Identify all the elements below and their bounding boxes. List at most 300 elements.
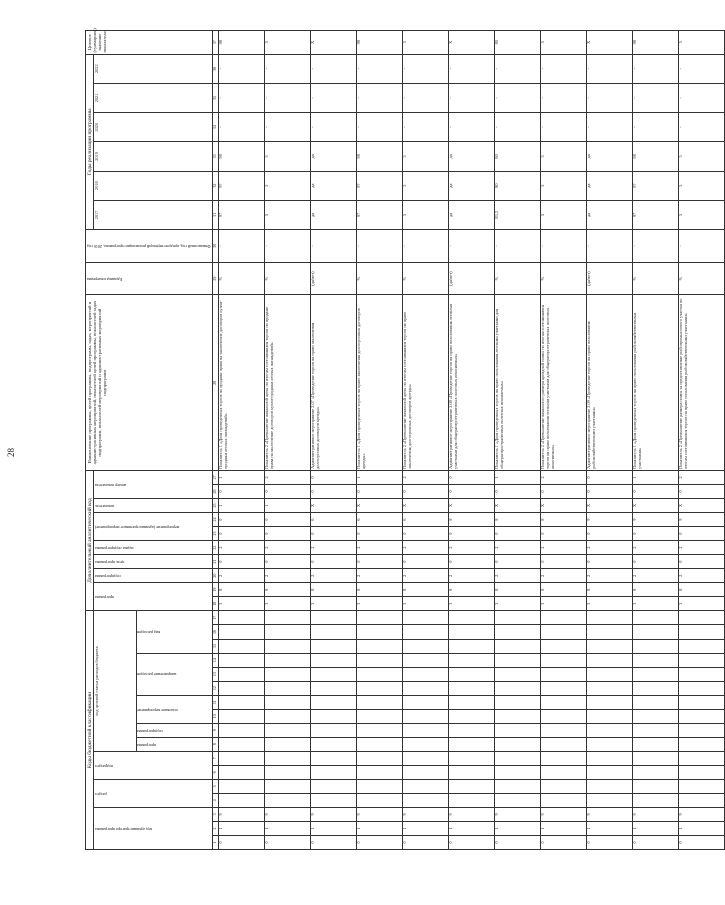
year-value-cell: 97 bbox=[218, 200, 264, 229]
analytic-code-cell: 0 bbox=[586, 470, 632, 484]
table-row bbox=[632, 31, 678, 850]
table-row bbox=[218, 31, 264, 850]
unit-cell: (да/нет) bbox=[310, 262, 356, 295]
column-number: 32 bbox=[213, 171, 218, 200]
budget-code-cell bbox=[264, 667, 310, 681]
year-value-cell: - bbox=[218, 113, 264, 142]
final-value-cell: X bbox=[310, 31, 356, 55]
budget-code-cell bbox=[310, 765, 356, 779]
admin-code-cell: 1 bbox=[264, 821, 310, 835]
budget-code-cell bbox=[218, 611, 264, 625]
column-number: 8 bbox=[213, 737, 218, 751]
admin-code-cell: 9 bbox=[402, 807, 448, 821]
analytic-code-cell: 2 bbox=[494, 541, 540, 555]
budget-code-cell bbox=[264, 695, 310, 709]
budget-code-cell bbox=[310, 723, 356, 737]
budget-code-cell bbox=[678, 611, 724, 625]
year-value-cell: - bbox=[310, 83, 356, 112]
admin-code-cell: 1 bbox=[402, 821, 448, 835]
analytic-code-cell: 2 bbox=[540, 541, 586, 555]
analytic-code-cell: 2 bbox=[402, 470, 448, 484]
budget-code-cell bbox=[218, 695, 264, 709]
table-row bbox=[586, 31, 632, 850]
budget-code-cell bbox=[678, 653, 724, 667]
column-number: 19 bbox=[213, 583, 218, 597]
indicator-name: Показатель 1 «Доля проведенных торгов на право пользования лесными участками для общераспространенных полезных ископаемых» bbox=[494, 295, 540, 470]
budget-code-cell bbox=[494, 709, 540, 723]
year-value-cell: 5 bbox=[678, 200, 724, 229]
final-value-header: Целевое (суммарное) значение показателя bbox=[86, 31, 213, 55]
column-number: 14 bbox=[213, 653, 218, 667]
budget-code-cell bbox=[402, 765, 448, 779]
budget-code-cell bbox=[356, 751, 402, 765]
podrazdel-header: подраздел bbox=[94, 751, 213, 779]
year-value-cell: да bbox=[310, 171, 356, 200]
year-value-cell: 97 bbox=[632, 171, 678, 200]
admin-code-cell: 0 bbox=[448, 835, 494, 849]
analytic-code-cell: 3 bbox=[448, 597, 494, 611]
budget-code-cell bbox=[632, 653, 678, 667]
budget-code-cell bbox=[494, 681, 540, 695]
analytic-code-cell: 0 bbox=[586, 555, 632, 569]
table-row bbox=[540, 31, 586, 850]
budget-code-cell bbox=[494, 667, 540, 681]
budget-code-cell bbox=[586, 751, 632, 765]
final-value-cell: 5 bbox=[540, 31, 586, 55]
analytic-code-cell: X bbox=[632, 498, 678, 512]
year-value-cell: - bbox=[356, 83, 402, 112]
budget-code-cell bbox=[310, 737, 356, 751]
unit-cell: % bbox=[678, 262, 724, 295]
budget-code-cell bbox=[356, 765, 402, 779]
year-value-cell: 97 bbox=[632, 200, 678, 229]
budget-code-cell bbox=[678, 667, 724, 681]
analytic-code-cell: 0 bbox=[494, 484, 540, 498]
analytic-code-cell: 2 bbox=[586, 541, 632, 555]
analytic-code-cell: 0 bbox=[678, 484, 724, 498]
indicator-name: Показатель 1 «Доля проведенных торгов на право заключения долгосрочных договоров аренды» bbox=[356, 295, 402, 470]
budget-code-cell bbox=[218, 653, 264, 667]
budget-code-cell bbox=[586, 779, 632, 793]
year-value-cell: - bbox=[402, 54, 448, 83]
budget-code-cell bbox=[356, 779, 402, 793]
admin-code-cell: 0 bbox=[218, 835, 264, 849]
analytic-code-cell: 2 bbox=[310, 541, 356, 555]
year-2019-header: 2019 bbox=[94, 142, 213, 171]
table-row bbox=[494, 31, 540, 850]
analytic-code-cell: 2 bbox=[402, 541, 448, 555]
budget-code-cell bbox=[678, 779, 724, 793]
budget-code-cell bbox=[402, 695, 448, 709]
column-number: 4 bbox=[213, 793, 218, 807]
budget-code-cell bbox=[218, 793, 264, 807]
budget-code-cell bbox=[402, 751, 448, 765]
column-number: 37 bbox=[213, 31, 218, 55]
column-number: 26 bbox=[213, 484, 218, 498]
year-value-cell: - bbox=[632, 113, 678, 142]
indicator-name: Показатель 1 «Доля проведенных торгов по продаже права на заключение договоров купли-продажи лесных насаждений» bbox=[218, 295, 264, 470]
admin-code-cell: 0 bbox=[632, 835, 678, 849]
analytic-code-cell: 0 bbox=[264, 555, 310, 569]
admin-code-cell: 9 bbox=[264, 807, 310, 821]
analytic-code-cell: 0 bbox=[632, 484, 678, 498]
analytic-code-cell: 3 bbox=[494, 597, 540, 611]
year-value-cell: 97 bbox=[356, 171, 402, 200]
analytic-code-cell: X bbox=[494, 498, 540, 512]
budget-code-cell bbox=[540, 751, 586, 765]
year-value-cell: 5 bbox=[402, 171, 448, 200]
analytic-code-cell: 2 bbox=[356, 569, 402, 583]
analytic-code-cell: 0 bbox=[494, 555, 540, 569]
year-value-cell: 5 bbox=[264, 200, 310, 229]
budget-code-cell bbox=[402, 793, 448, 807]
budget-code-cell bbox=[540, 765, 586, 779]
budget-code-cell bbox=[402, 723, 448, 737]
analytic-code-cell: 2 bbox=[264, 470, 310, 484]
budget-code-cell bbox=[632, 793, 678, 807]
budget-code-cell bbox=[632, 751, 678, 765]
budget-code-cell bbox=[448, 709, 494, 723]
final-value-cell: 80 bbox=[494, 31, 540, 55]
admin-code-cell: 0 bbox=[356, 835, 402, 849]
analytic-code-cell: 1 bbox=[632, 470, 678, 484]
year-value-cell: 83,3 bbox=[494, 200, 540, 229]
analytic-code-cell: 1 bbox=[356, 470, 402, 484]
admin-code-cell: 0 bbox=[264, 835, 310, 849]
year-value-cell: 5 bbox=[540, 142, 586, 171]
year-value-cell: да bbox=[448, 171, 494, 200]
analytic-code-cell: 0 bbox=[402, 484, 448, 498]
analytic-code-cell: 0 bbox=[494, 527, 540, 541]
analytic-code-cell: 0 bbox=[402, 555, 448, 569]
year-value-cell: - bbox=[494, 83, 540, 112]
indicator-name: Административное мероприятие 2.07 «Проведение торгов на право заключения долгосрочных договоров аренды» bbox=[310, 295, 356, 470]
indicator-name: Административное мероприятие 2.09 «Проведение торгов на право пользования рыбохозяйственными участками» bbox=[586, 295, 632, 470]
year-2017-header: 2017 bbox=[94, 200, 213, 229]
budget-code-cell bbox=[632, 765, 678, 779]
years-group-header: Годы реализации программы bbox=[86, 54, 94, 229]
analytic-code-cell: X bbox=[356, 498, 402, 512]
admin-code-cell: 1 bbox=[586, 821, 632, 835]
analytic-code-cell: 1 bbox=[218, 498, 264, 512]
budget-code-cell bbox=[586, 709, 632, 723]
year-value-cell: - bbox=[586, 54, 632, 83]
budget-code-cell bbox=[586, 653, 632, 667]
analytic-code-cell: 2 bbox=[586, 569, 632, 583]
analytic-code-cell: 0 bbox=[356, 555, 402, 569]
analytic-code-cell: 8 bbox=[264, 583, 310, 597]
budget-code-cell bbox=[264, 737, 310, 751]
year-value-cell: - bbox=[540, 54, 586, 83]
budget-code-cell bbox=[310, 695, 356, 709]
budget-code-cell bbox=[448, 695, 494, 709]
budget-code-cell bbox=[632, 737, 678, 751]
budget-code-cell bbox=[218, 625, 264, 639]
analytic-code-cell: 0 bbox=[356, 527, 402, 541]
analytic-code-cell: 3 bbox=[402, 597, 448, 611]
column-number: 36 bbox=[213, 54, 218, 83]
budget-code-cell bbox=[310, 639, 356, 653]
column-number: 10 bbox=[213, 709, 218, 723]
table-row bbox=[356, 31, 402, 850]
year-value-cell: да bbox=[448, 200, 494, 229]
indicator-name: Показатель 2 «Превышение начальной цены по итогам состоявшихся торгов по продаже права на заключение договоров купли-продажи лесных насаждений» bbox=[264, 295, 310, 470]
budget-code-cell bbox=[540, 793, 586, 807]
year-value-cell: - bbox=[310, 113, 356, 142]
base-year-cell: - bbox=[218, 230, 264, 263]
analytic-code-cell: 2 bbox=[402, 569, 448, 583]
year-value-cell: - bbox=[494, 54, 540, 83]
indicator-name: Показатель 2 «Превышение размера платы за предоставление рыбопромыслового участка по итогам состоявшихся торгов на право пользования рыбохозяйственными участками» bbox=[678, 295, 724, 470]
budget-code-cell bbox=[586, 667, 632, 681]
admin-code-cell: 1 bbox=[632, 821, 678, 835]
year-value-cell: - bbox=[586, 83, 632, 112]
budget-code-cell bbox=[264, 765, 310, 779]
budget-code-cell bbox=[632, 625, 678, 639]
budget-code-cell bbox=[678, 695, 724, 709]
analytic-code-cell: 6 bbox=[402, 513, 448, 527]
analytic-code-cell: X bbox=[448, 498, 494, 512]
year-value-cell: да bbox=[448, 142, 494, 171]
column-number: 13 bbox=[213, 667, 218, 681]
year-2022-header: 2022 bbox=[94, 54, 213, 83]
budget-code-cell bbox=[540, 653, 586, 667]
budget-code-cell bbox=[218, 639, 264, 653]
budget-code-cell bbox=[586, 611, 632, 625]
year-value-cell: - bbox=[540, 113, 586, 142]
analytic-code-cell: 2 bbox=[448, 569, 494, 583]
budget-code-cell bbox=[264, 723, 310, 737]
year-value-cell: 5 bbox=[678, 142, 724, 171]
budget-code-cell bbox=[310, 709, 356, 723]
budget-code-cell bbox=[540, 625, 586, 639]
column-number: 5 bbox=[213, 779, 218, 793]
budget-code-cell bbox=[494, 653, 540, 667]
budget-code-cell bbox=[448, 793, 494, 807]
budget-code-cell bbox=[540, 723, 586, 737]
page-number: 28 bbox=[6, 448, 16, 457]
budget-code-cell bbox=[310, 681, 356, 695]
admin-code-cell: 0 bbox=[540, 835, 586, 849]
year-value-cell: 5 bbox=[402, 142, 448, 171]
analytic-code-cell: 8 bbox=[494, 583, 540, 597]
analytic-code-cell: 0 bbox=[218, 555, 264, 569]
budget-code-cell bbox=[402, 681, 448, 695]
column-number: 24 bbox=[213, 513, 218, 527]
year-value-cell: - bbox=[678, 83, 724, 112]
unit-cell: % bbox=[402, 262, 448, 295]
analytic-code-cell: 0 bbox=[218, 484, 264, 498]
budget-code-cell bbox=[632, 779, 678, 793]
year-value-cell: - bbox=[402, 113, 448, 142]
year-value-cell: 5 bbox=[402, 200, 448, 229]
budget-code-cell bbox=[540, 695, 586, 709]
analytic-code-cell: 2 bbox=[632, 569, 678, 583]
analytic-code-cell: 2 bbox=[310, 569, 356, 583]
analytic-code-cell: 0 bbox=[356, 484, 402, 498]
analytic-code-cell: 8 bbox=[540, 513, 586, 527]
analytic-code-cell: X bbox=[678, 498, 724, 512]
budget-code-cell bbox=[310, 667, 356, 681]
budget-code-cell bbox=[356, 611, 402, 625]
analytic-code-cell: 2 bbox=[540, 569, 586, 583]
budget-code-cell bbox=[494, 765, 540, 779]
column-number: 12 bbox=[213, 681, 218, 695]
table-body bbox=[218, 31, 724, 850]
column-number: 27 bbox=[213, 470, 218, 484]
budget-code-cell bbox=[218, 779, 264, 793]
budget-code-cell bbox=[494, 751, 540, 765]
indicator-name: Показатель 2 «Превышение начального размера арендной платы по итогам состоявшихся торгов на право пользования лесными участками для общераспространенных полезных ископаемых» bbox=[540, 295, 586, 470]
analytic-code-cell: 0 bbox=[540, 484, 586, 498]
analytic-code-cell: 9 bbox=[678, 513, 724, 527]
year-value-cell: - bbox=[678, 54, 724, 83]
analytic-code-cell: 3 bbox=[586, 597, 632, 611]
program-indicators-table bbox=[85, 30, 725, 850]
budget-code-cell bbox=[448, 611, 494, 625]
budget-code-cell bbox=[632, 695, 678, 709]
year-value-cell: - bbox=[540, 83, 586, 112]
budget-code-cell bbox=[494, 611, 540, 625]
budget-code-cell bbox=[494, 793, 540, 807]
budget-code-cell bbox=[632, 611, 678, 625]
analytic-code-cell: X bbox=[402, 498, 448, 512]
admin-code-cell: 1 bbox=[310, 821, 356, 835]
admin-code-cell: 9 bbox=[540, 807, 586, 821]
programma-header: программа bbox=[136, 737, 213, 751]
a-meropr-header: мероприятие (административное мероприятие) bbox=[94, 513, 213, 541]
budget-code-cell bbox=[494, 625, 540, 639]
budget-code-cell bbox=[448, 667, 494, 681]
year-value-cell: - bbox=[264, 54, 310, 83]
analytic-code-cell: X bbox=[586, 498, 632, 512]
budget-code-cell bbox=[356, 639, 402, 653]
budget-code-cell bbox=[264, 779, 310, 793]
analytic-code-cell: 8 bbox=[448, 513, 494, 527]
column-number: 1 bbox=[213, 835, 218, 849]
admin-code-cell: 0 bbox=[586, 835, 632, 849]
table-row bbox=[448, 31, 494, 850]
year-value-cell: да bbox=[586, 171, 632, 200]
budget-code-cell bbox=[218, 667, 264, 681]
analytic-code-cell: 0 bbox=[264, 484, 310, 498]
a-zadacha-header: задача подпрограммы bbox=[94, 541, 213, 555]
year-value-cell: 98 bbox=[356, 142, 402, 171]
final-value-cell: X bbox=[586, 31, 632, 55]
admin-code-cell: 1 bbox=[218, 821, 264, 835]
analytic-code-cell: 0 bbox=[678, 555, 724, 569]
admin-code-cell: 9 bbox=[356, 807, 402, 821]
a-podprogramma-header: подпрограмма bbox=[94, 569, 213, 583]
budget-code-cell bbox=[494, 695, 540, 709]
year-value-cell: - bbox=[632, 83, 678, 112]
budget-code-cell bbox=[494, 737, 540, 751]
year-value-cell: 5 bbox=[678, 171, 724, 200]
column-number: 31 bbox=[213, 200, 218, 229]
final-value-cell: 5 bbox=[402, 31, 448, 55]
budget-code-cell bbox=[402, 653, 448, 667]
analytic-code-cell: 0 bbox=[448, 470, 494, 484]
budget-code-cell bbox=[402, 639, 448, 653]
year-value-cell: 97 bbox=[356, 200, 402, 229]
year-value-cell: 98 bbox=[632, 142, 678, 171]
analytic-code-cell: X bbox=[540, 498, 586, 512]
budget-code-cell bbox=[494, 639, 540, 653]
year-value-cell: - bbox=[448, 83, 494, 112]
final-value-cell: 5 bbox=[264, 31, 310, 55]
budget-code-cell bbox=[632, 639, 678, 653]
analytic-code-cell: 2 bbox=[678, 569, 724, 583]
analytic-code-cell: X bbox=[310, 498, 356, 512]
budget-code-cell bbox=[448, 681, 494, 695]
admin-code-cell: 1 bbox=[540, 821, 586, 835]
budget-code-cell bbox=[448, 723, 494, 737]
analytic-code-cell: 8 bbox=[678, 583, 724, 597]
year-value-cell: 98 bbox=[218, 142, 264, 171]
name-column-header: Наименование программы, целей программы, подпрограмм, задач, мероприятий и административных мероприятий, показателей целей программы, показателей задач подпрограмм, показателей мероприятий и административных мероприятий подпрограмм bbox=[86, 295, 213, 470]
analytic-code-cell: 2 bbox=[678, 470, 724, 484]
analytic-code-cell: 0 bbox=[448, 527, 494, 541]
analytic-code-cell: 0 bbox=[310, 470, 356, 484]
analytic-code-cell: 8 bbox=[356, 583, 402, 597]
budget-code-cell bbox=[356, 625, 402, 639]
budget-code-cell bbox=[218, 681, 264, 695]
analytic-code-cell: 9 bbox=[632, 513, 678, 527]
analytic-code-cell: 2 bbox=[218, 541, 264, 555]
base-year-cell: - bbox=[494, 230, 540, 263]
admin-code-cell: 9 bbox=[494, 807, 540, 821]
analytic-code-cell: 3 bbox=[632, 597, 678, 611]
analytic-code-cell: 8 bbox=[218, 583, 264, 597]
analytic-code-cell: 0 bbox=[586, 484, 632, 498]
unit-cell: % bbox=[632, 262, 678, 295]
column-number: 9 bbox=[213, 723, 218, 737]
podprogramma-header: подпрограмма bbox=[136, 723, 213, 737]
admin-code-cell: 9 bbox=[632, 807, 678, 821]
column-number: 18 bbox=[213, 597, 218, 611]
budget-code-cell bbox=[310, 779, 356, 793]
unit-cell: (да/нет) bbox=[586, 262, 632, 295]
year-value-cell: - bbox=[218, 83, 264, 112]
year-value-cell: - bbox=[356, 54, 402, 83]
column-number: 28 bbox=[213, 295, 218, 470]
base-year-cell: - bbox=[264, 230, 310, 263]
admin-code-cell: 1 bbox=[448, 821, 494, 835]
budget-code-cell bbox=[448, 765, 494, 779]
budget-code-cell bbox=[218, 723, 264, 737]
budget-code-cell bbox=[632, 723, 678, 737]
budget-code-cell bbox=[356, 667, 402, 681]
budget-code-cell bbox=[264, 793, 310, 807]
column-number: 16 bbox=[213, 625, 218, 639]
budget-code-cell bbox=[448, 639, 494, 653]
unit-cell: (да/нет) bbox=[448, 262, 494, 295]
budget-code-cell bbox=[586, 695, 632, 709]
year-value-cell: - bbox=[448, 113, 494, 142]
year-value-cell: - bbox=[356, 113, 402, 142]
budget-code-cell bbox=[448, 779, 494, 793]
budget-code-cell bbox=[356, 793, 402, 807]
budget-code-cell bbox=[402, 737, 448, 751]
final-value-cell: 98 bbox=[632, 31, 678, 55]
column-number: 17 bbox=[213, 611, 218, 625]
budget-code-cell bbox=[264, 709, 310, 723]
budget-code-cell bbox=[356, 723, 402, 737]
year-value-cell: - bbox=[310, 54, 356, 83]
analytic-code-cell: 0 bbox=[218, 513, 264, 527]
analytic-code-cell: 8 bbox=[586, 583, 632, 597]
year-value-cell: - bbox=[448, 54, 494, 83]
